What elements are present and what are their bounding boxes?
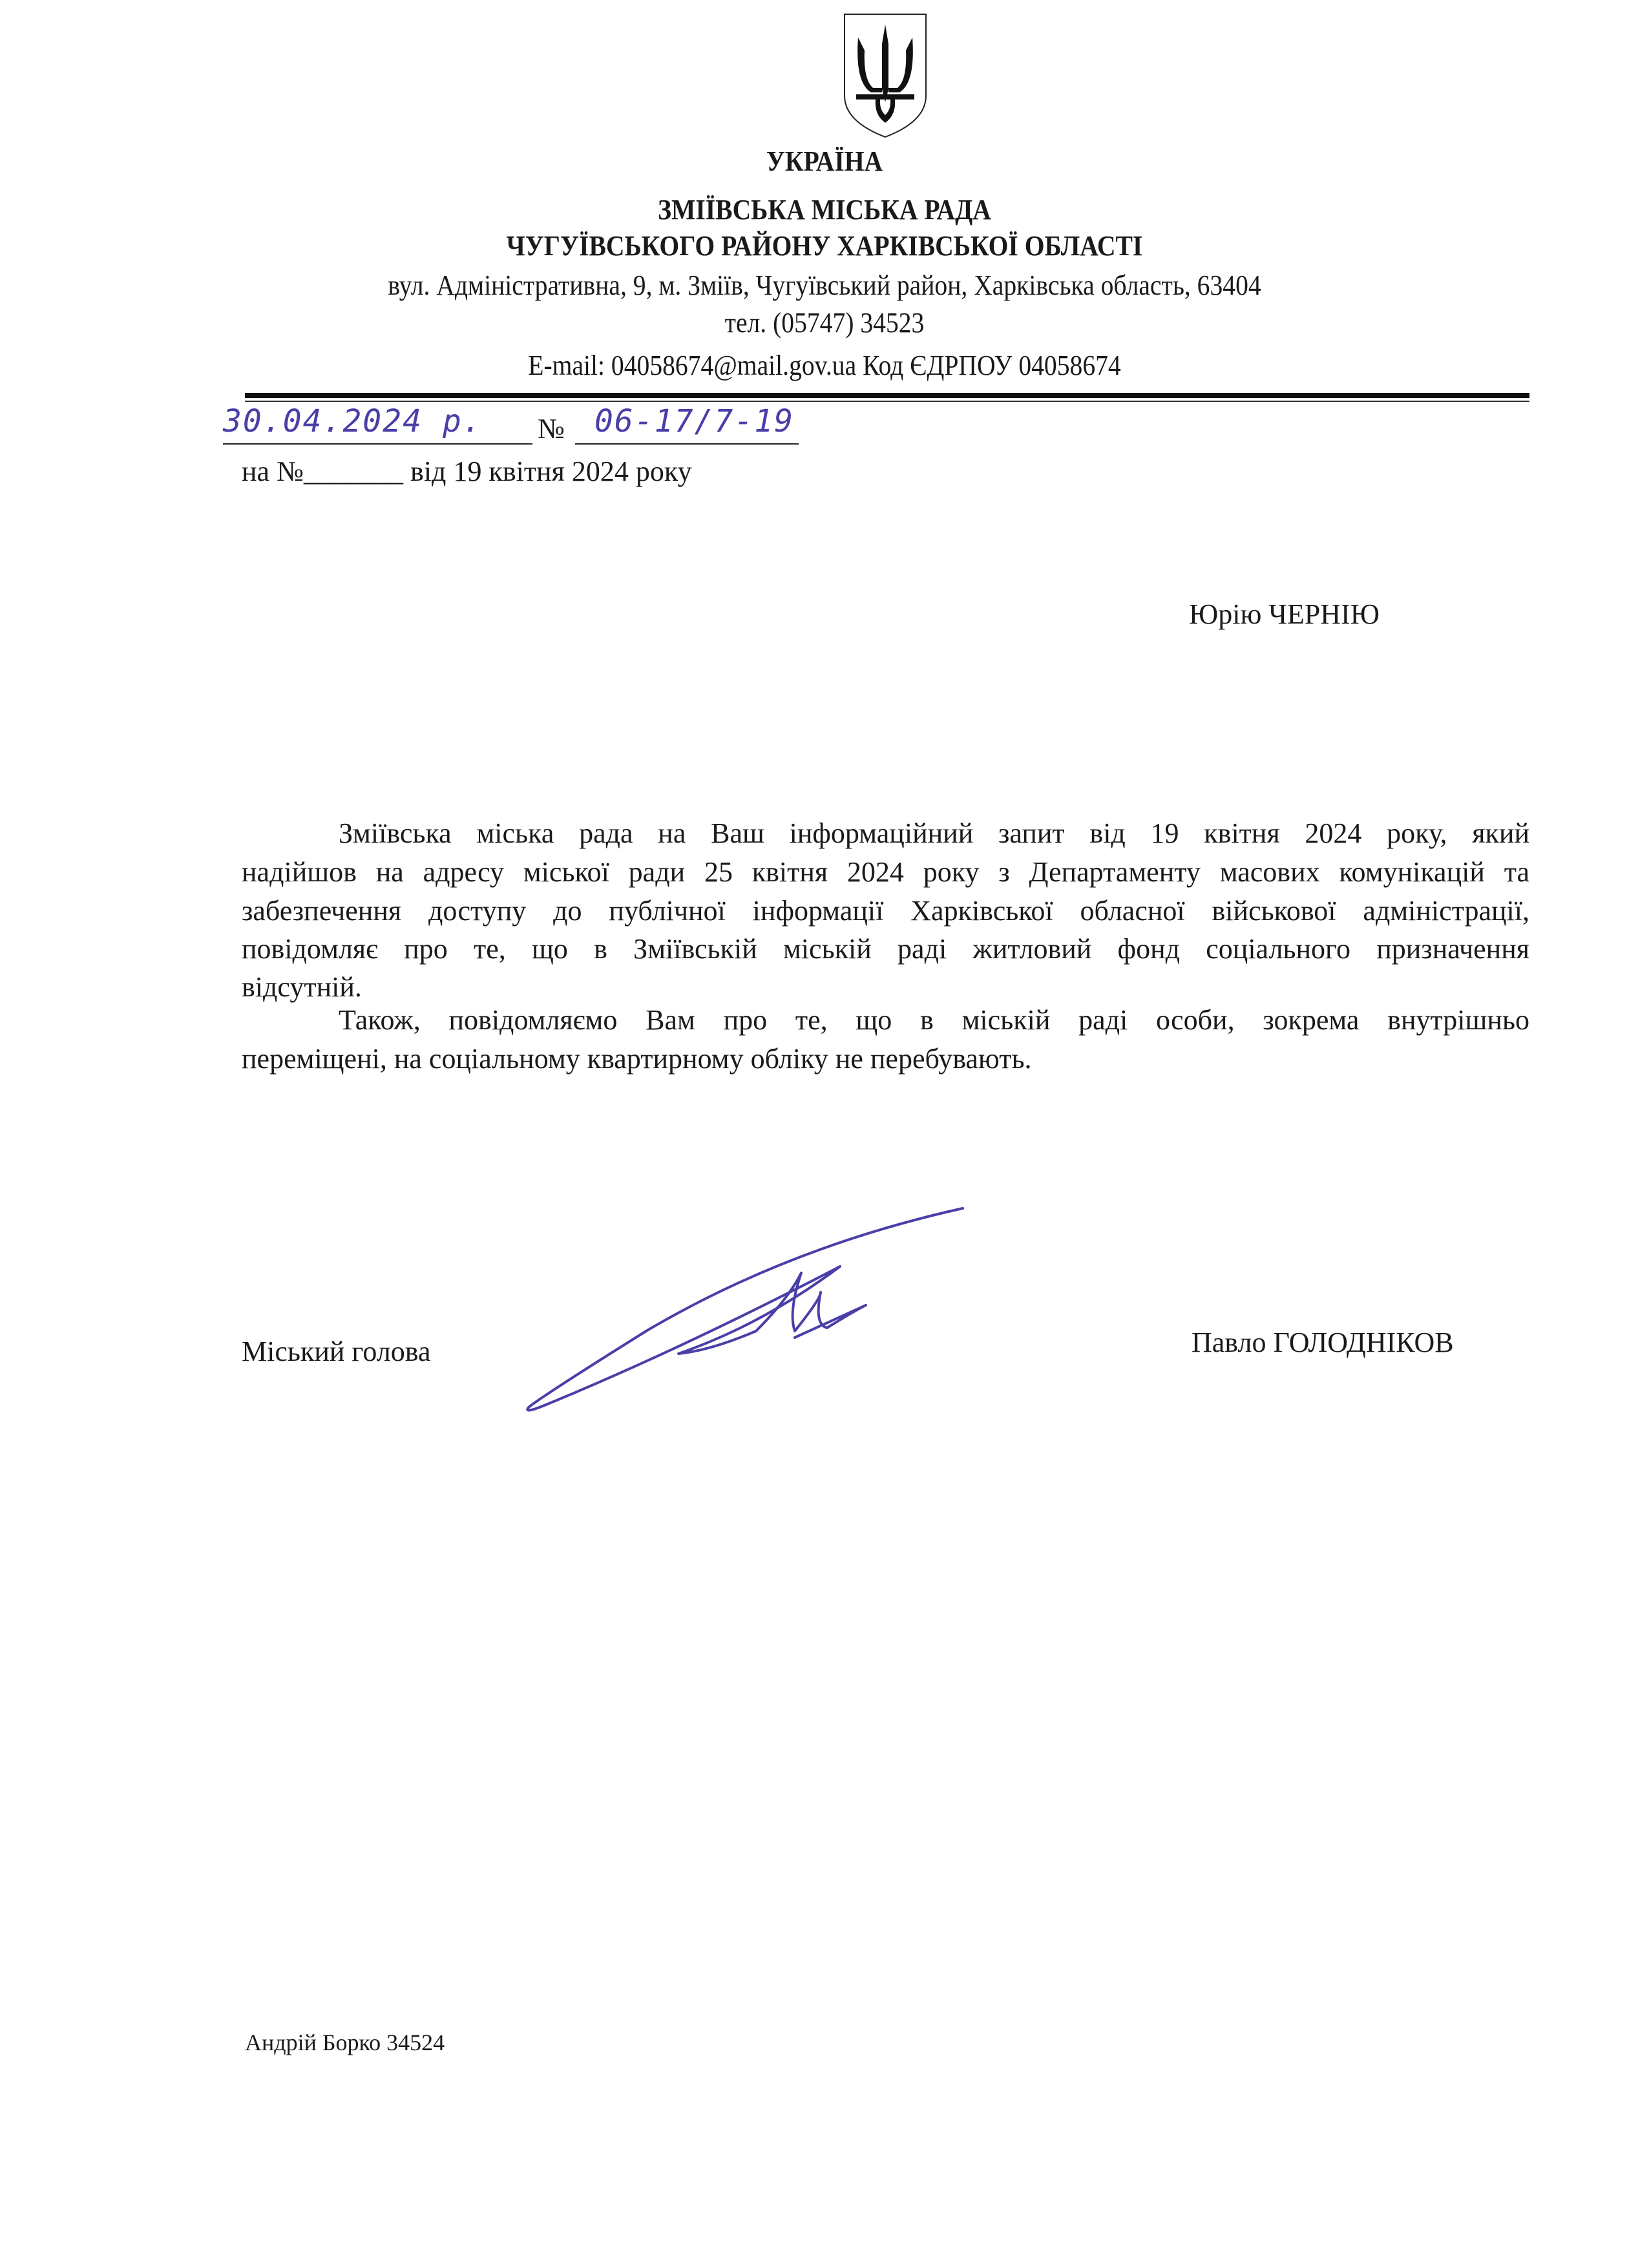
body-p1-line: Зміївська міська рада на Ваш інформаційний запит від 19 квітня 2024 року, який bbox=[339, 817, 1529, 849]
body-p1-line: надійшов на адресу міської ради 25 квітня 2024 року з Департаменту масових комунікацій та bbox=[242, 856, 1529, 888]
reply-reference: на №_______ від 19 квітня 2024 року bbox=[242, 456, 692, 487]
handwritten-signature-icon bbox=[517, 1202, 969, 1422]
body-p2-line: Також, повідомляємо Вам про те, що в міській раді особи, зокрема внутрішньо bbox=[339, 1004, 1529, 1036]
body-p1-line: відсутній. bbox=[242, 971, 362, 1003]
header-phone: тел. (05747) 34523 bbox=[724, 307, 925, 339]
signatory-name: Павло ГОЛОДНІКОВ bbox=[1192, 1327, 1454, 1358]
header-divider-thick bbox=[245, 393, 1529, 398]
header-email: E-mail: 04058674@mail.gov.ua Код ЄДРПОУ 04058674 bbox=[528, 350, 1121, 381]
number-handwritten: 06-17/7-19 bbox=[594, 403, 794, 439]
executor-contact: Андрій Борко 34524 bbox=[245, 2030, 445, 2055]
number-sign: № bbox=[538, 413, 565, 445]
body-p2-line: переміщені, на соціальному квартирному обліку не перебувають. bbox=[242, 1043, 1032, 1075]
signatory-position: Міський голова bbox=[242, 1336, 431, 1367]
header-district: ЧУГУЇВСЬКОГО РАЙОНУ ХАРКІВСЬКОЇ ОБЛАСТІ bbox=[506, 230, 1143, 262]
recipient-name: Юрію ЧЕРНІЮ bbox=[1189, 598, 1380, 630]
header-divider-thin bbox=[245, 401, 1529, 402]
body-p1-line: повідомляє про те, що в Зміївській міській раді житловий фонд соціального призначення bbox=[242, 933, 1529, 965]
body-p1-line: забезпечення доступу до публічної інформації Харківської обласної військової адміністрації, bbox=[242, 895, 1529, 927]
header-country: УКРАЇНА bbox=[766, 145, 883, 177]
date-handwritten: 30.04.2024 р. bbox=[223, 403, 483, 439]
header-council-name: ЗМІЇВСЬКА МІСЬКА РАДА bbox=[658, 194, 991, 226]
date-field bbox=[223, 404, 532, 445]
coat-of-arms-trident-icon bbox=[842, 12, 929, 138]
header-address: вул. Адміністративна, 9, м. Зміїв, Чугуївський район, Харківська область, 63404 bbox=[388, 269, 1261, 301]
number-field bbox=[575, 404, 799, 445]
